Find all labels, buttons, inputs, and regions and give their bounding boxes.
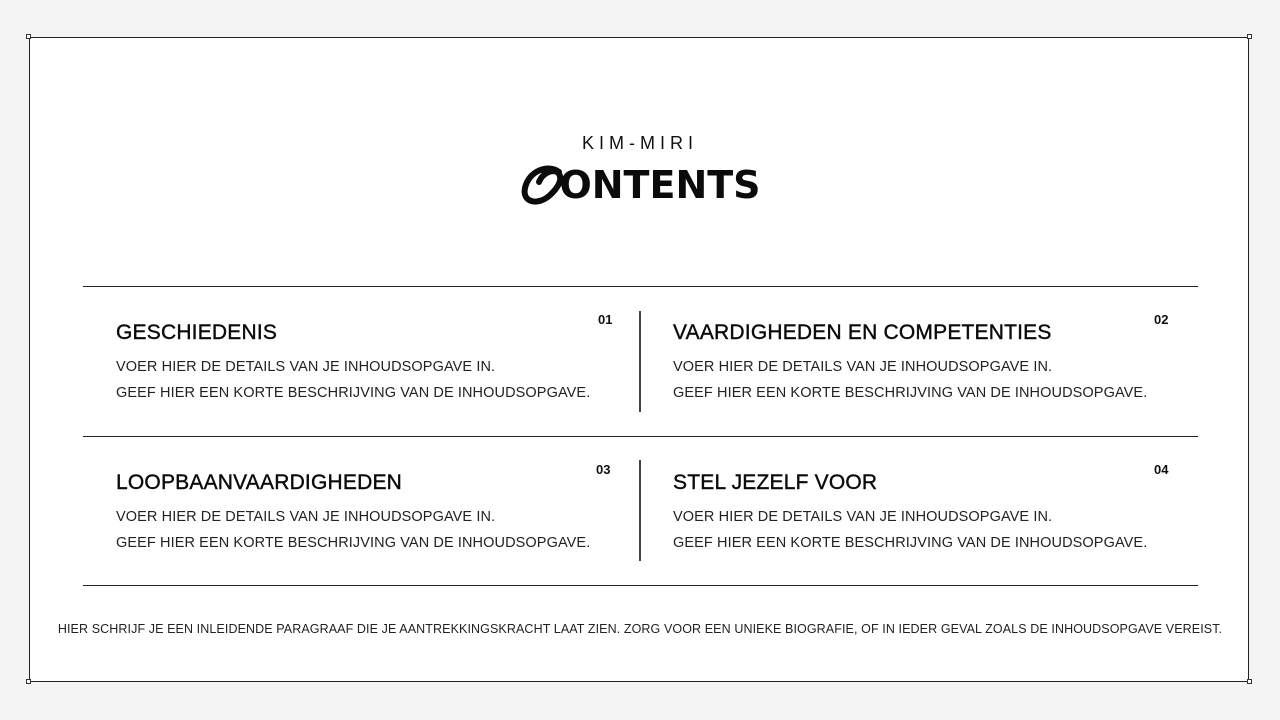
section-detail: VOER HIER DE DETAILS VAN JE INHOUDSOPGAVE IN. <box>116 359 496 375</box>
section-description: GEEF HIER EEN KORTE BESCHRIJVING VAN DE INHOUDSOPGAVE. <box>116 385 591 401</box>
section-detail: VOER HIER DE DETAILS VAN JE INHOUDSOPGAVE IN. <box>673 509 1053 525</box>
divider-vertical-bottom <box>639 460 641 561</box>
page-title <box>0 160 1280 210</box>
section-number: 04 <box>1154 462 1169 477</box>
section-title: LOOPBAANVAARDIGHEDEN <box>116 471 403 494</box>
contents-item-loopbaanvaardigheden <box>116 470 636 556</box>
section-description: GEEF HIER EEN KORTE BESCHRIJVING VAN DE INHOUDSOPGAVE. <box>673 385 1148 401</box>
section-number: 02 <box>1154 312 1169 327</box>
resize-handle-bottom-right[interactable] <box>1247 679 1252 684</box>
contents-item-vaardigheden <box>673 320 1193 406</box>
section-detail: VOER HIER DE DETAILS VAN JE INHOUDSOPGAVE IN. <box>673 359 1053 375</box>
title-text: ONTENTS <box>559 163 761 207</box>
divider-vertical-top <box>639 311 641 412</box>
section-title: GESCHIEDENIS <box>116 321 278 344</box>
section-title: STEL JEZELF VOOR <box>673 471 878 494</box>
divider-middle <box>83 436 1198 437</box>
brand-name: KIM-MIRI <box>582 133 698 153</box>
divider-bottom <box>83 585 1198 586</box>
section-detail: VOER HIER DE DETAILS VAN JE INHOUDSOPGAVE IN. <box>116 509 496 525</box>
resize-handle-top-right[interactable] <box>1247 34 1252 39</box>
section-number: 01 <box>598 312 613 327</box>
intro-paragraph: HIER SCHRIJF JE EEN INLEIDENDE PARAGRAAF DIE JE AANTREKKINGSKRACHT LAAT ZIEN. ZORG VOOR EEN UNIEKE BIOGRAFIE, OF IN IEDER GEVAL ZOALS DE INHOUDSOPGAVE VEREIST. <box>57 622 1223 636</box>
section-title: VAARDIGHEDEN EN COMPETENTIES <box>673 321 1052 344</box>
contents-item-stel-jezelf-voor <box>673 470 1193 556</box>
section-number: 03 <box>596 462 611 477</box>
resize-handle-top-left[interactable] <box>26 34 31 39</box>
divider-top <box>83 286 1198 287</box>
contents-item-geschiedenis <box>116 320 636 406</box>
section-description: GEEF HIER EEN KORTE BESCHRIJVING VAN DE INHOUDSOPGAVE. <box>673 535 1148 551</box>
section-description: GEEF HIER EEN KORTE BESCHRIJVING VAN DE INHOUDSOPGAVE. <box>116 535 591 551</box>
resize-handle-bottom-left[interactable] <box>26 679 31 684</box>
